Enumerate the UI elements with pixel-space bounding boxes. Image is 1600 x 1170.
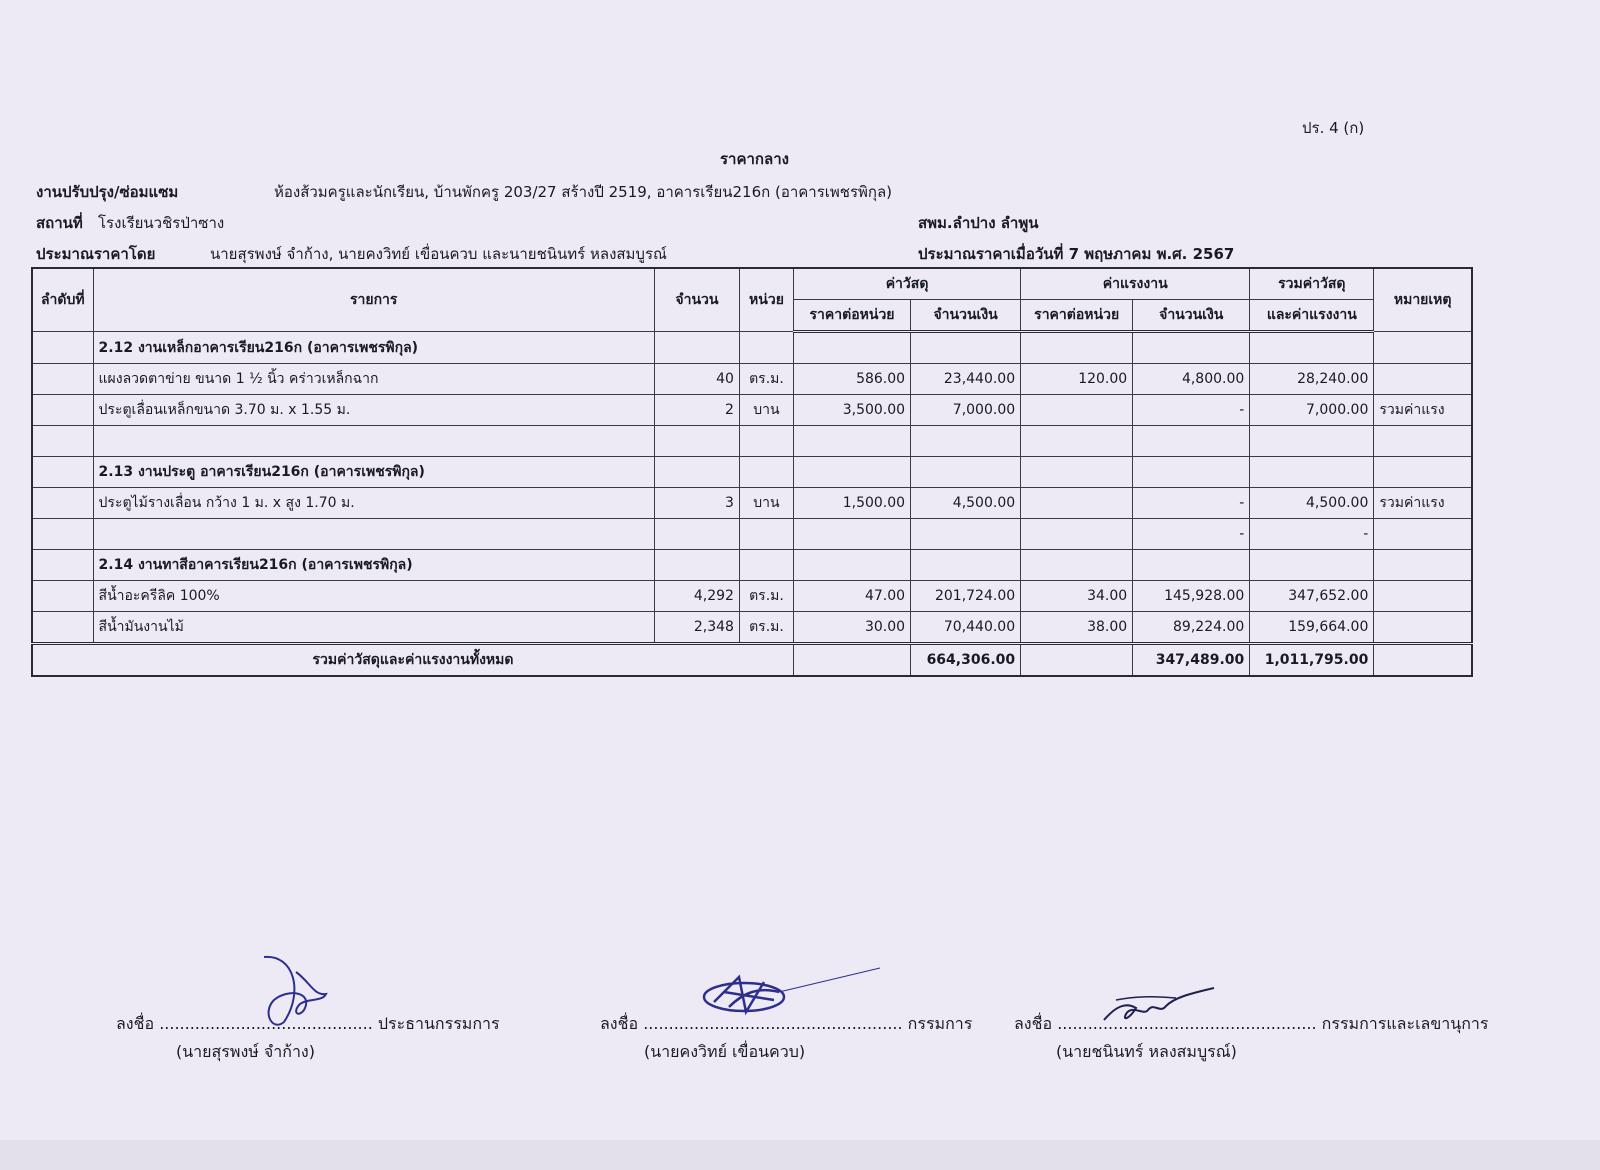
cell-remark: รวมค่าแรง bbox=[1374, 488, 1472, 519]
cell-remark bbox=[1374, 519, 1472, 550]
cell-qty bbox=[654, 519, 739, 550]
header-material: ค่าวัสดุ bbox=[793, 268, 1020, 300]
place-value: โรงเรียนวชิรป่าซาง bbox=[98, 214, 225, 232]
cell-remark bbox=[1374, 550, 1472, 581]
cell-mat-price bbox=[793, 644, 910, 677]
estimator-value: นายสุรพงษ์ จำก้าง, นายคงวิทย์ เขื่อนควบ และนายชนินทร์ หลงสมบูรณ์ bbox=[210, 245, 667, 263]
table-row bbox=[32, 519, 1472, 550]
name-member: (นายคงวิทย์ เขื่อนควบ) bbox=[644, 1042, 806, 1061]
cell-total: 347,652.00 bbox=[1250, 581, 1374, 612]
cell-total bbox=[1250, 457, 1374, 488]
cell-unit bbox=[739, 550, 793, 581]
signature-line-secretary bbox=[1014, 1012, 1488, 1037]
scan-edge bbox=[0, 1140, 1600, 1170]
cell-lab-amount: - bbox=[1133, 519, 1250, 550]
cell-mat-price: 30.00 bbox=[793, 612, 910, 644]
table-row bbox=[32, 488, 1472, 519]
table-row bbox=[32, 395, 1472, 426]
cell-unit: ตร.ม. bbox=[739, 364, 793, 395]
cell-qty: 40 bbox=[654, 364, 739, 395]
cell-qty: 2,348 bbox=[654, 612, 739, 644]
cell-no bbox=[32, 457, 93, 488]
cell-remark bbox=[1374, 457, 1472, 488]
header-no: ลำดับที่ bbox=[32, 268, 93, 332]
signature-mark-secretary bbox=[1096, 986, 1216, 1030]
cell-qty bbox=[654, 550, 739, 581]
estimator-label: ประมาณราคาโดย bbox=[36, 245, 156, 263]
table-row bbox=[32, 457, 1472, 488]
cell-no bbox=[32, 488, 93, 519]
header-unit: หน่วย bbox=[739, 268, 793, 332]
cell-lab-amount bbox=[1133, 426, 1250, 457]
header-item: รายการ bbox=[93, 268, 654, 332]
place-label: สถานที่ bbox=[36, 214, 83, 232]
cell-mat-amount bbox=[911, 550, 1021, 581]
sign-label: ลงชื่อ bbox=[116, 1014, 155, 1033]
cell-unit: บาน bbox=[739, 488, 793, 519]
cell-remark bbox=[1374, 364, 1472, 395]
cell-mat-amount: 70,440.00 bbox=[911, 612, 1021, 644]
cell-item: 2.14 งานทาสีอาคารเรียน216ก (อาคารเพชรพิกุล) bbox=[93, 550, 654, 581]
cell-qty bbox=[654, 426, 739, 457]
grand-total-labor: 347,489.00 bbox=[1133, 644, 1250, 677]
table-row bbox=[32, 550, 1472, 581]
cell-total bbox=[1250, 332, 1374, 364]
cell-lab-amount bbox=[1133, 457, 1250, 488]
cell-qty: 4,292 bbox=[654, 581, 739, 612]
cell-no bbox=[32, 395, 93, 426]
cell-total: 159,664.00 bbox=[1250, 612, 1374, 644]
sign-dots: ................................................... bbox=[643, 1014, 903, 1033]
cell-lab-price: 38.00 bbox=[1021, 612, 1133, 644]
cell-qty: 2 bbox=[654, 395, 739, 426]
cell-total bbox=[1250, 550, 1374, 581]
cell-lab-price: 34.00 bbox=[1021, 581, 1133, 612]
cell-no bbox=[32, 364, 93, 395]
role-chairman: ประธานกรรมการ bbox=[377, 1014, 500, 1033]
cell-lab-amount bbox=[1133, 550, 1250, 581]
cell-mat-price bbox=[793, 550, 910, 581]
cell-lab-amount bbox=[1133, 332, 1250, 364]
role-secretary: กรรมการและเลขานุการ bbox=[1321, 1014, 1489, 1033]
cell-item bbox=[93, 426, 654, 457]
cell-item: ประตูเลื่อนเหล็กขนาด 3.70 ม. x 1.55 ม. bbox=[93, 395, 654, 426]
form-code: ปร. 4 (ก) bbox=[1302, 119, 1365, 137]
cell-mat-amount bbox=[911, 519, 1021, 550]
cell-mat-price: 47.00 bbox=[793, 581, 910, 612]
cell-mat-price bbox=[793, 332, 910, 364]
cell-mat-price: 3,500.00 bbox=[793, 395, 910, 426]
cell-lab-price bbox=[1021, 488, 1133, 519]
table-row bbox=[32, 581, 1472, 612]
cell-remark bbox=[1374, 581, 1472, 612]
estimate-date: ประมาณราคาเมื่อวันที่ 7 พฤษภาคม พ.ศ. 2567 bbox=[918, 245, 1235, 263]
header-labor-unit-price: ราคาต่อหน่วย bbox=[1021, 300, 1133, 332]
header-qty: จำนวน bbox=[654, 268, 739, 332]
header-total-line1: รวมค่าวัสดุ bbox=[1250, 268, 1374, 300]
cell-remark bbox=[1374, 644, 1472, 677]
cell-lab-amount: - bbox=[1133, 395, 1250, 426]
work-value: ห้องส้วมครูและนักเรียน, บ้านพักครู 203/27 สร้างปี 2519, อาคารเรียน216ก (อาคารเพชรพิกุล) bbox=[274, 183, 893, 201]
cell-remark bbox=[1374, 612, 1472, 644]
work-label: งานปรับปรุง/ซ่อมแซม bbox=[36, 183, 179, 201]
cell-no bbox=[32, 519, 93, 550]
cell-mat-amount: 7,000.00 bbox=[911, 395, 1021, 426]
header-total-line2: และค่าแรงงาน bbox=[1250, 300, 1374, 332]
cell-no bbox=[32, 426, 93, 457]
office-name: สพม.ลำปาง ลำพูน bbox=[918, 214, 1039, 232]
cell-total: - bbox=[1250, 519, 1374, 550]
cell-mat-price: 586.00 bbox=[793, 364, 910, 395]
cell-no bbox=[32, 581, 93, 612]
cell-mat-price: 1,500.00 bbox=[793, 488, 910, 519]
cell-mat-amount bbox=[911, 426, 1021, 457]
header-remark: หมายเหตุ bbox=[1374, 268, 1472, 332]
sign-label: ลงชื่อ bbox=[1014, 1014, 1053, 1033]
role-member: กรรมการ bbox=[907, 1014, 973, 1033]
cell-total bbox=[1250, 426, 1374, 457]
cell-lab-price bbox=[1021, 332, 1133, 364]
cell-item: ประตูไม้รางเลื่อน กว้าง 1 ม. x สูง 1.70 ม. bbox=[93, 488, 654, 519]
cell-total: 7,000.00 bbox=[1250, 395, 1374, 426]
grand-total-all: 1,011,795.00 bbox=[1250, 644, 1374, 677]
cell-lab-amount: 89,224.00 bbox=[1133, 612, 1250, 644]
cell-remark: รวมค่าแรง bbox=[1374, 395, 1472, 426]
cell-no bbox=[32, 612, 93, 644]
cell-lab-amount: - bbox=[1133, 488, 1250, 519]
cell-lab-price bbox=[1021, 395, 1133, 426]
cell-mat-amount bbox=[911, 457, 1021, 488]
document-title: ราคากลาง bbox=[720, 150, 789, 168]
cell-unit: ตร.ม. bbox=[739, 612, 793, 644]
cell-unit: บาน bbox=[739, 395, 793, 426]
cell-total: 28,240.00 bbox=[1250, 364, 1374, 395]
cell-unit: ตร.ม. bbox=[739, 581, 793, 612]
cell-lab-price bbox=[1021, 426, 1133, 457]
signature-mark-chairman bbox=[244, 952, 354, 1032]
header-material-amount: จำนวนเงิน bbox=[911, 300, 1021, 332]
header-labor: ค่าแรงงาน bbox=[1021, 268, 1250, 300]
grand-total-material: 664,306.00 bbox=[911, 644, 1021, 677]
cell-item: สีน้ำอะครีลิค 100% bbox=[93, 581, 654, 612]
cell-unit bbox=[739, 457, 793, 488]
header-labor-amount: จำนวนเงิน bbox=[1133, 300, 1250, 332]
cell-total: 4,500.00 bbox=[1250, 488, 1374, 519]
cell-item bbox=[93, 519, 654, 550]
cell-qty bbox=[654, 457, 739, 488]
cell-mat-amount bbox=[911, 332, 1021, 364]
grand-total-label: รวมค่าวัสดุและค่าแรงงานทั้งหมด bbox=[32, 644, 793, 677]
cell-mat-amount: 23,440.00 bbox=[911, 364, 1021, 395]
sign-dots: .......................................... bbox=[159, 1014, 373, 1033]
cell-remark bbox=[1374, 332, 1472, 364]
cell-item: 2.13 งานประตู อาคารเรียน216ก (อาคารเพชรพิกุล) bbox=[93, 457, 654, 488]
cell-unit bbox=[739, 426, 793, 457]
cell-mat-amount: 201,724.00 bbox=[911, 581, 1021, 612]
cell-unit bbox=[739, 519, 793, 550]
cell-no bbox=[32, 550, 93, 581]
cell-mat-price bbox=[793, 457, 910, 488]
cell-qty bbox=[654, 332, 739, 364]
sign-label: ลงชื่อ bbox=[600, 1014, 639, 1033]
cell-lab-price: 120.00 bbox=[1021, 364, 1133, 395]
cell-item: แผงลวดตาข่าย ขนาด 1 ½ นิ้ว คร่าวเหล็กฉาก bbox=[93, 364, 654, 395]
cell-no bbox=[32, 332, 93, 364]
cell-item: 2.12 งานเหล็กอาคารเรียน216ก (อาคารเพชรพิกุล) bbox=[93, 332, 654, 364]
cell-lab-amount: 4,800.00 bbox=[1133, 364, 1250, 395]
cell-mat-amount: 4,500.00 bbox=[911, 488, 1021, 519]
signature-mark-member bbox=[684, 962, 884, 1022]
table-row bbox=[32, 332, 1472, 364]
cell-lab-price bbox=[1021, 457, 1133, 488]
cell-lab-amount: 145,928.00 bbox=[1133, 581, 1250, 612]
cell-lab-price bbox=[1021, 550, 1133, 581]
grand-total-row bbox=[32, 644, 1472, 677]
price-table bbox=[31, 267, 1473, 677]
name-secretary: (นายชนินทร์ หลงสมบูรณ์) bbox=[1056, 1042, 1237, 1061]
cell-qty: 3 bbox=[654, 488, 739, 519]
cell-remark bbox=[1374, 426, 1472, 457]
sign-dots: ................................................... bbox=[1057, 1014, 1317, 1033]
cell-mat-price bbox=[793, 426, 910, 457]
cell-mat-price bbox=[793, 519, 910, 550]
table-row bbox=[32, 612, 1472, 644]
cell-lab-price bbox=[1021, 644, 1133, 677]
cell-unit bbox=[739, 332, 793, 364]
table-row bbox=[32, 426, 1472, 457]
table-row bbox=[32, 364, 1472, 395]
name-chairman: (นายสุรพงษ์ จำก้าง) bbox=[176, 1042, 315, 1061]
header-material-unit-price: ราคาต่อหน่วย bbox=[793, 300, 910, 332]
cell-lab-price bbox=[1021, 519, 1133, 550]
cell-item: สีน้ำมันงานไม้ bbox=[93, 612, 654, 644]
